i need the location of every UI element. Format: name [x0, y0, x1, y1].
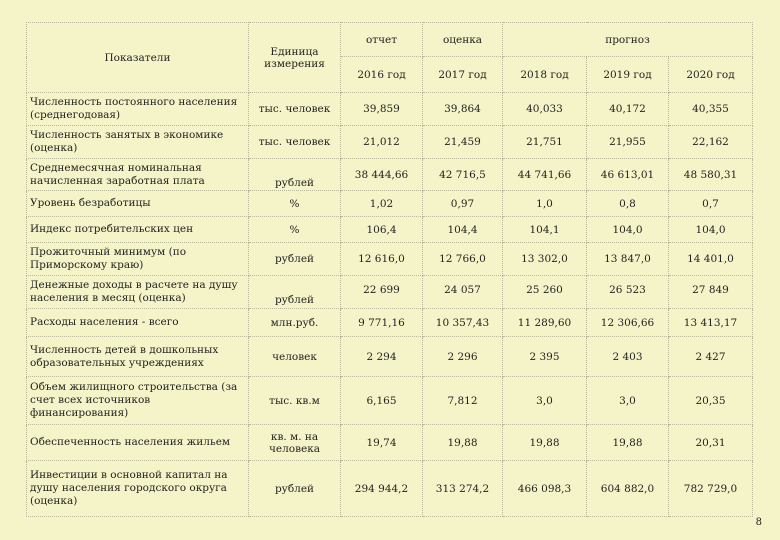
row-value: 6,165: [341, 377, 423, 425]
row-value: 104,0: [587, 217, 669, 243]
row-indicator: Объем жилищного строительства (за счет всех источников финансирования): [27, 377, 249, 425]
table-row: [27, 217, 753, 243]
row-indicator: Обеспеченность населения жильем: [27, 425, 249, 461]
row-value: 10 357,43: [423, 309, 503, 337]
row-value: 104,4: [423, 217, 503, 243]
row-value: 20,35: [669, 377, 753, 425]
header-unit: Единица измерения: [249, 23, 341, 93]
row-value: 0,8: [587, 191, 669, 217]
row-value: 2 427: [669, 337, 753, 377]
row-value: 2 403: [587, 337, 669, 377]
row-value: 24 057: [444, 284, 481, 296]
row-value: 22 699: [363, 284, 400, 296]
page-number: 8: [755, 517, 762, 528]
header-estimate: оценка: [423, 23, 503, 57]
row-value: 104,1: [503, 217, 587, 243]
table-row: [27, 126, 753, 159]
table-row: [27, 243, 753, 276]
row-unit: %: [249, 217, 341, 243]
row-indicator: Среднемесячная номинальная начисленная заработная плата: [27, 159, 249, 191]
row-value: 2 296: [423, 337, 503, 377]
header-year: 2018 год: [503, 57, 587, 93]
table-row: [27, 309, 753, 337]
row-unit: %: [249, 191, 341, 217]
table-row: [27, 276, 753, 309]
row-value: 604 882,0: [587, 461, 669, 517]
row-value: 46 613,01: [587, 159, 669, 191]
row-value: 22,162: [669, 126, 753, 159]
row-value: 40,172: [587, 93, 669, 126]
header-report: отчет: [341, 23, 423, 57]
row-value: 27 849: [692, 284, 729, 296]
row-value: 12 306,66: [587, 309, 669, 337]
row-value: 42 716,5: [423, 159, 503, 191]
row-value: 11 289,60: [503, 309, 587, 337]
row-value: 40,033: [503, 93, 587, 126]
row-value: 1,02: [341, 191, 423, 217]
header-row-1: [27, 23, 753, 57]
header-forecast: прогноз: [503, 23, 753, 57]
row-value: 21,955: [587, 126, 669, 159]
row-value: 7,812: [423, 377, 503, 425]
row-value: 26 523: [609, 284, 646, 296]
header-year: 2017 год: [423, 57, 503, 93]
row-value: 782 729,0: [669, 461, 753, 517]
row-value: 44 741,66: [503, 159, 587, 191]
row-unit: млн.руб.: [249, 309, 341, 337]
row-indicator: Численность занятых в экономике (оценка): [27, 126, 249, 159]
row-value: 19,74: [341, 425, 423, 461]
row-value: 0,7: [669, 191, 753, 217]
row-value: 12 616,0: [341, 243, 423, 276]
row-value: 38 444,66: [341, 159, 423, 191]
row-value: 25 260: [526, 284, 563, 296]
row-value: 21,459: [423, 126, 503, 159]
row-indicator: Уровень безработицы: [27, 191, 249, 217]
row-value: 21,012: [341, 126, 423, 159]
row-value: 40,355: [669, 93, 753, 126]
header-year: 2019 год: [587, 57, 669, 93]
header-year: 2020 год: [669, 57, 753, 93]
row-value: 20,31: [669, 425, 753, 461]
row-value: 48 580,31: [669, 159, 753, 191]
row-unit: рублей: [274, 294, 315, 306]
row-value: 0,97: [423, 191, 503, 217]
row-unit: кв. м. на человека: [249, 425, 341, 461]
row-value: 14 401,0: [669, 243, 753, 276]
row-unit: рублей: [274, 176, 315, 189]
table-row: [27, 377, 753, 425]
header-year: 2016 год: [341, 57, 423, 93]
row-value: 21,751: [503, 126, 587, 159]
row-value: 39,859: [341, 93, 423, 126]
row-value: 3,0: [587, 377, 669, 425]
row-value: 39,864: [423, 93, 503, 126]
row-value: 19,88: [587, 425, 669, 461]
row-value: 13 847,0: [587, 243, 669, 276]
table-row: [27, 93, 753, 126]
row-unit: тыс. человек: [249, 93, 341, 126]
row-indicator: Денежные доходы в расчете на душу населения в месяц (оценка): [27, 276, 249, 309]
row-value: 104,0: [669, 217, 753, 243]
row-unit: тыс. человек: [249, 126, 341, 159]
table-row: [27, 191, 753, 217]
row-value: 13 302,0: [503, 243, 587, 276]
row-indicator: Инвестиции в основной капитал на душу населения городского округа (оценка): [27, 461, 249, 517]
row-unit: человек: [249, 337, 341, 377]
row-unit: рублей: [249, 461, 341, 517]
row-value: 19,88: [503, 425, 587, 461]
row-value: 1,0: [503, 191, 587, 217]
row-unit: рублей: [249, 243, 341, 276]
row-value: 106,4: [341, 217, 423, 243]
row-indicator: Прожиточный минимум (по Приморскому краю): [27, 243, 249, 276]
row-unit: тыс. кв.м: [249, 377, 341, 425]
row-value: 9 771,16: [341, 309, 423, 337]
table-row: [27, 461, 753, 517]
row-indicator: Численность постоянного населения (среднегодовая): [27, 93, 249, 126]
row-indicator: Расходы населения - всего: [27, 309, 249, 337]
row-value: 294 944,2: [341, 461, 423, 517]
header-indicator: Показатели: [27, 23, 249, 93]
table-row: [27, 425, 753, 461]
row-indicator: Численность детей в дошкольных образовательных учреждениях: [27, 337, 249, 377]
row-value: 3,0: [503, 377, 587, 425]
forecast-table: [26, 22, 753, 517]
row-value: 2 294: [341, 337, 423, 377]
table-row: [27, 337, 753, 377]
row-value: 13 413,17: [669, 309, 753, 337]
table-row: [27, 159, 753, 191]
row-value: 19,88: [423, 425, 503, 461]
row-value: 12 766,0: [423, 243, 503, 276]
row-value: 313 274,2: [423, 461, 503, 517]
row-value: 466 098,3: [503, 461, 587, 517]
row-value: 2 395: [503, 337, 587, 377]
row-indicator: Индекс потребительских цен: [27, 217, 249, 243]
